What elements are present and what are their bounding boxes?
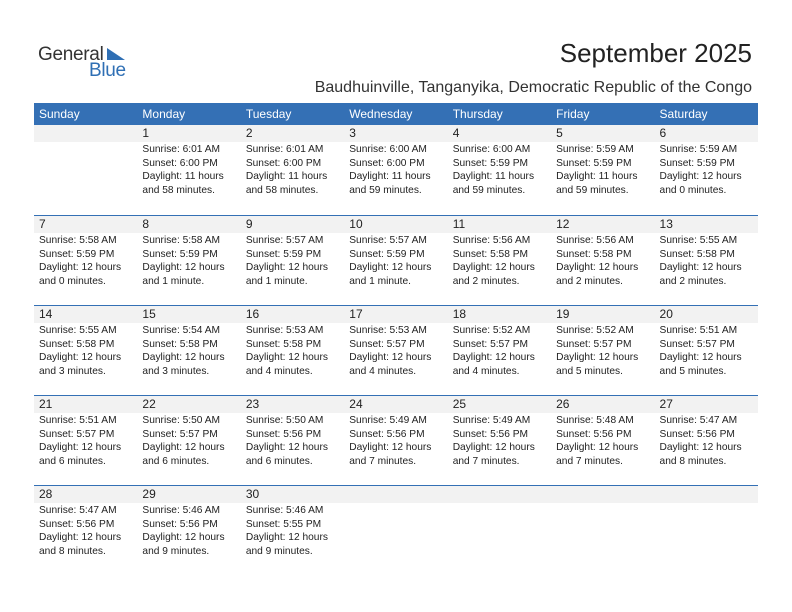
day-cell [241,125,344,215]
day-number: 22 [137,396,240,413]
day-cell [655,216,758,305]
generalblue-logo [38,44,148,80]
sunset-text: Sunset: 5:59 PM [556,157,632,169]
day-details [344,413,447,468]
daylight-text: and 2 minutes. [659,275,727,287]
sunset-text: Sunset: 5:58 PM [659,248,735,260]
sunrise-text: Sunrise: 5:59 AM [659,144,738,155]
sunrise-text: Sunrise: 5:53 AM [349,325,427,336]
sunrise-text: Sunrise: 5:57 AM [349,235,427,246]
daylight-text: and 58 minutes. [142,184,215,196]
logo-triangle-icon [107,48,125,60]
day-details [241,503,344,558]
sunrise-text: Sunrise: 5:50 AM [245,415,324,426]
day-details [448,413,551,468]
day-number: 14 [34,306,137,323]
calendar-grid [34,103,758,575]
sunset-text: Sunset: 5:58 PM [142,338,218,350]
daylight-text: and 0 minutes. [39,275,106,287]
sunset-text: Sunset: 5:59 PM [452,157,529,169]
daylight-text: and 9 minutes. [245,545,313,557]
day-number: 24 [344,396,447,413]
daylight-text: and 59 minutes. [452,184,526,196]
daylight-text: and 1 minute. [245,275,308,287]
daylight-text: and 59 minutes. [349,184,422,196]
sunset-text: Sunset: 5:56 PM [452,428,529,440]
daylight-text: Daylight: 12 hours [142,532,225,543]
sunrise-text: Sunrise: 5:53 AM [245,325,324,336]
sunrise-text: Sunrise: 5:59 AM [556,144,634,155]
day-details [137,233,240,288]
daylight-text: Daylight: 11 hours [142,171,224,182]
day-cell [137,486,240,575]
day-number: 30 [241,486,344,503]
daylight-text: and 6 minutes. [39,455,106,467]
day-details [655,233,758,288]
day-number: 12 [551,216,654,233]
daylight-text: Daylight: 12 hours [659,262,742,273]
daylight-text: and 2 minutes. [556,275,623,287]
day-number: 27 [655,396,758,413]
sunrise-text: Sunrise: 5:58 AM [39,235,117,246]
day-details [34,233,137,288]
sunset-text: Sunset: 5:56 PM [39,518,115,530]
sunset-text: Sunset: 5:59 PM [659,157,735,169]
sunrise-text: Sunrise: 5:51 AM [39,415,117,426]
sunrise-text: Sunrise: 5:55 AM [39,325,117,336]
calendar-week-row [34,215,758,305]
daylight-text: and 4 minutes. [349,365,417,377]
day-number: 4 [448,125,551,142]
sunrise-text: Sunrise: 5:54 AM [142,325,221,336]
daylight-text: and 4 minutes. [452,365,520,377]
calendar-week-row [34,125,758,215]
day-cell [34,216,137,305]
day-cell [137,125,240,215]
daylight-text: Daylight: 12 hours [245,532,328,543]
logo-text-general: General [38,44,104,65]
sunset-text: Sunset: 5:59 PM [39,248,115,260]
day-cell [34,396,137,485]
daylight-text: Daylight: 12 hours [349,442,432,453]
sunset-text: Sunset: 5:57 PM [142,428,218,440]
daylight-text: Daylight: 12 hours [142,442,225,453]
day-details [344,142,447,197]
day-details [655,413,758,468]
sunset-text: Sunset: 5:56 PM [659,428,735,440]
day-number: 5 [551,125,654,142]
logo-text-blue: Blue [89,60,126,81]
sunset-text: Sunset: 5:57 PM [39,428,115,440]
day-number: 11 [448,216,551,233]
calendar-week-row [34,485,758,575]
sunrise-text: Sunrise: 5:58 AM [142,235,221,246]
day-number: 1 [137,125,240,142]
daylight-text: and 2 minutes. [452,275,520,287]
day-cell [137,306,240,395]
day-cell [551,396,654,485]
day-number: 15 [137,306,240,323]
day-cell [448,216,551,305]
daylight-text: Daylight: 11 hours [245,171,328,182]
sunrise-text: Sunrise: 5:57 AM [245,235,324,246]
day-details [551,233,654,288]
day-cell [655,125,758,215]
daylight-text: Daylight: 12 hours [245,352,328,363]
day-number: 26 [551,396,654,413]
weekday-header-monday: Monday [142,107,186,121]
daylight-text: Daylight: 12 hours [659,442,742,453]
daylight-text: Daylight: 12 hours [452,262,535,273]
day-number: 10 [344,216,447,233]
day-details [34,413,137,468]
daylight-text: and 7 minutes. [452,455,520,467]
daylight-text: and 7 minutes. [349,455,417,467]
sunset-text: Sunset: 5:59 PM [349,248,425,260]
daylight-text: Daylight: 12 hours [556,262,639,273]
day-cell [137,216,240,305]
daylight-text: Daylight: 12 hours [556,352,639,363]
weekday-header-friday: Friday [556,107,590,121]
empty-day-cell [551,486,654,575]
day-cell [241,486,344,575]
day-cell [551,306,654,395]
sunrise-text: Sunrise: 6:01 AM [142,144,221,155]
calendar-week-row [34,395,758,485]
sunset-text: Sunset: 5:56 PM [245,428,322,440]
day-details [137,413,240,468]
sunrise-text: Sunrise: 5:55 AM [659,235,738,246]
daylight-text: and 9 minutes. [142,545,210,557]
day-details [34,323,137,378]
empty-day-band [34,125,137,142]
daylight-text: Daylight: 12 hours [245,262,328,273]
day-number: 3 [344,125,447,142]
day-cell [241,216,344,305]
sunset-text: Sunset: 6:00 PM [245,157,322,169]
calendar-weeks [34,125,758,575]
day-number: 25 [448,396,551,413]
day-number: 23 [241,396,344,413]
daylight-text: and 1 minute. [142,275,205,287]
day-details [137,323,240,378]
sunrise-text: Sunrise: 5:46 AM [245,505,324,516]
day-cell [34,306,137,395]
sunrise-text: Sunrise: 5:52 AM [556,325,634,336]
daylight-text: Daylight: 12 hours [556,442,639,453]
day-details [655,323,758,378]
sunrise-text: Sunrise: 6:00 AM [349,144,427,155]
daylight-text: and 8 minutes. [39,545,106,557]
sunset-text: Sunset: 5:57 PM [349,338,425,350]
day-cell [344,306,447,395]
sunset-text: Sunset: 6:00 PM [142,157,218,169]
day-cell [344,125,447,215]
weekday-header-wednesday: Wednesday [349,107,413,121]
sunrise-text: Sunrise: 5:48 AM [556,415,634,426]
day-details [551,142,654,197]
sunset-text: Sunset: 5:59 PM [142,248,218,260]
day-cell [34,486,137,575]
day-details [344,233,447,288]
day-cell [137,396,240,485]
day-cell [551,216,654,305]
sunset-text: Sunset: 5:59 PM [245,248,322,260]
day-number: 8 [137,216,240,233]
daylight-text: and 5 minutes. [556,365,623,377]
day-cell [241,396,344,485]
weekday-header-thursday: Thursday [452,107,503,121]
day-number: 7 [34,216,137,233]
daylight-text: Daylight: 12 hours [349,262,432,273]
day-details [448,323,551,378]
sunrise-text: Sunrise: 5:51 AM [659,325,738,336]
sunrise-text: Sunrise: 6:01 AM [245,144,324,155]
sunrise-text: Sunrise: 5:56 AM [452,235,531,246]
sunset-text: Sunset: 5:58 PM [452,248,529,260]
day-number: 21 [34,396,137,413]
day-cell [344,396,447,485]
sunset-text: Sunset: 5:58 PM [245,338,322,350]
sunrise-text: Sunrise: 5:46 AM [142,505,221,516]
daylight-text: Daylight: 12 hours [39,262,122,273]
empty-day-cell [448,486,551,575]
day-details [241,323,344,378]
day-cell [551,125,654,215]
daylight-text: Daylight: 12 hours [452,352,535,363]
day-number: 17 [344,306,447,323]
sunrise-text: Sunrise: 5:47 AM [659,415,738,426]
daylight-text: and 4 minutes. [245,365,313,377]
day-cell [241,306,344,395]
day-number: 9 [241,216,344,233]
daylight-text: Daylight: 12 hours [659,171,742,182]
sunrise-text: Sunrise: 5:49 AM [452,415,531,426]
day-details [241,233,344,288]
day-details [551,413,654,468]
sunset-text: Sunset: 5:56 PM [142,518,218,530]
daylight-text: and 0 minutes. [659,184,727,196]
day-number: 13 [655,216,758,233]
day-number: 28 [34,486,137,503]
sunset-text: Sunset: 5:57 PM [556,338,632,350]
sunrise-text: Sunrise: 5:56 AM [556,235,634,246]
daylight-text: and 3 minutes. [142,365,210,377]
day-details [137,142,240,197]
daylight-text: Daylight: 12 hours [39,442,122,453]
day-cell [344,216,447,305]
weekday-header-tuesday: Tuesday [245,107,292,121]
day-number: 2 [241,125,344,142]
weekday-header-saturday: Saturday [659,107,708,121]
sunrise-text: Sunrise: 5:52 AM [452,325,531,336]
daylight-text: and 1 minute. [349,275,411,287]
daylight-text: Daylight: 12 hours [39,532,122,543]
empty-day-cell [655,486,758,575]
sunset-text: Sunset: 5:55 PM [245,518,322,530]
daylight-text: Daylight: 11 hours [556,171,638,182]
sunset-text: Sunset: 6:00 PM [349,157,425,169]
daylight-text: and 6 minutes. [245,455,313,467]
day-details [137,503,240,558]
day-number: 6 [655,125,758,142]
sunset-text: Sunset: 5:58 PM [556,248,632,260]
calendar-week-row [34,305,758,395]
day-details [34,503,137,558]
page-title: September 2025 [559,38,752,68]
daylight-text: Daylight: 12 hours [659,352,742,363]
empty-day-band [344,486,447,503]
sunrise-text: Sunrise: 5:50 AM [142,415,221,426]
weekday-header-row [34,103,758,125]
day-details [241,142,344,197]
sunrise-text: Sunrise: 6:00 AM [452,144,531,155]
day-number: 18 [448,306,551,323]
daylight-text: and 8 minutes. [659,455,727,467]
daylight-text: Daylight: 12 hours [245,442,328,453]
day-number: 19 [551,306,654,323]
day-cell [655,396,758,485]
empty-day-cell [34,125,137,215]
daylight-text: and 59 minutes. [556,184,629,196]
day-number: 20 [655,306,758,323]
daylight-text: Daylight: 12 hours [349,352,432,363]
day-number: 16 [241,306,344,323]
empty-day-band [448,486,551,503]
day-details [448,233,551,288]
daylight-text: Daylight: 12 hours [452,442,535,453]
sunset-text: Sunset: 5:58 PM [39,338,115,350]
day-cell [448,306,551,395]
day-details [448,142,551,197]
day-details [344,323,447,378]
sunset-text: Sunset: 5:57 PM [659,338,735,350]
day-details [241,413,344,468]
daylight-text: Daylight: 11 hours [452,171,535,182]
sunset-text: Sunset: 5:57 PM [452,338,529,350]
sunset-text: Sunset: 5:56 PM [349,428,425,440]
daylight-text: and 5 minutes. [659,365,727,377]
empty-day-band [551,486,654,503]
day-cell [448,396,551,485]
day-cell [655,306,758,395]
daylight-text: and 58 minutes. [245,184,319,196]
weekday-header-sunday: Sunday [39,107,80,121]
empty-day-cell [344,486,447,575]
day-number: 29 [137,486,240,503]
daylight-text: Daylight: 12 hours [142,262,225,273]
sunset-text: Sunset: 5:56 PM [556,428,632,440]
daylight-text: Daylight: 11 hours [349,171,431,182]
daylight-text: Daylight: 12 hours [142,352,225,363]
day-cell [448,125,551,215]
sunrise-text: Sunrise: 5:49 AM [349,415,427,426]
location-subtitle: Baudhuinville, Tanganyika, Democratic Republic of the Congo [314,79,752,96]
daylight-text: and 3 minutes. [39,365,106,377]
sunrise-text: Sunrise: 5:47 AM [39,505,117,516]
daylight-text: and 6 minutes. [142,455,210,467]
day-details [655,142,758,197]
daylight-text: Daylight: 12 hours [39,352,122,363]
empty-day-band [655,486,758,503]
daylight-text: and 7 minutes. [556,455,623,467]
day-details [551,323,654,378]
